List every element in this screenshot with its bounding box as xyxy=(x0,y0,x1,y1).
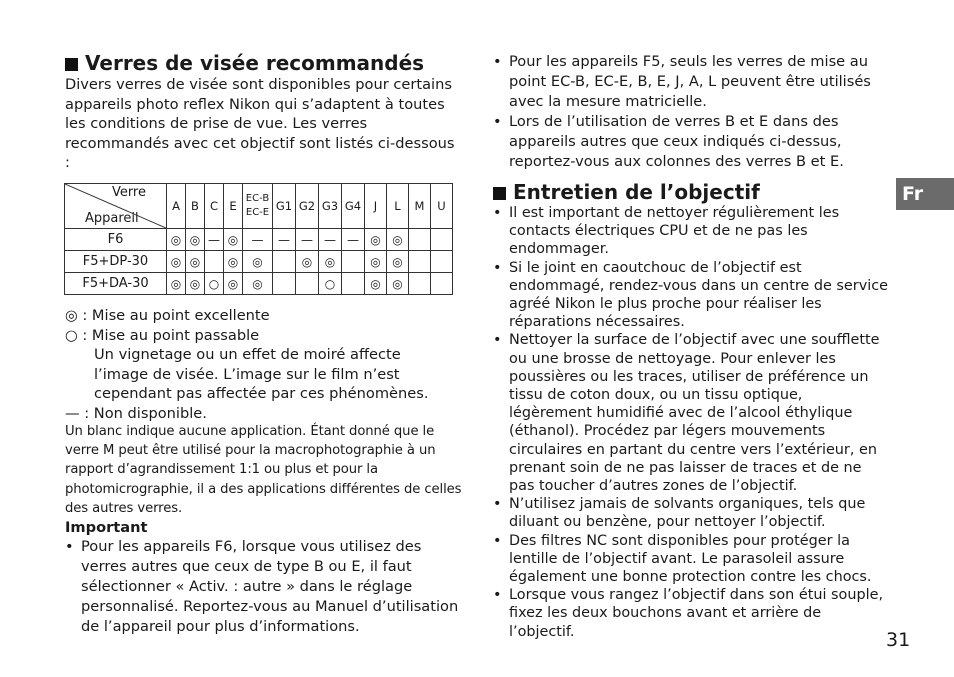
f5-notes-list xyxy=(493,52,888,172)
page-number: 31 xyxy=(886,629,911,651)
left-column xyxy=(65,51,465,173)
square-bullet-icon xyxy=(65,58,78,71)
blank-note: Un blanc indique aucune application. Étant donné que le verre M peut être utilisé pour la macrophotographie à un rapport d’agrandissement 1:1 ou plus et pour la photomicrographie, il a des applications différentes de celles des autres verres. xyxy=(65,424,462,516)
table-cell: ◎ xyxy=(296,251,319,273)
col-header: M xyxy=(409,184,431,229)
col-header: G2 xyxy=(296,184,319,229)
table-cell: ○ xyxy=(319,273,342,295)
table-cell: ◎ xyxy=(224,251,243,273)
col-header: J xyxy=(365,184,387,229)
table-cell: — xyxy=(342,229,365,251)
intro-paragraph: Divers verres de visée sont disponibles pour certains appareils photo reflex Nikon qui s’adaptent à toutes les conditions de prise de vue. Les verres recommandés avec cet objectif sont listés ci-dessous : xyxy=(65,76,455,171)
table-cell: — xyxy=(243,229,273,251)
table-cell xyxy=(273,273,296,295)
list-item: • Lorsque vous rangez l’objectif dans son étui souple, fixez les deux bouchons avant et arrière de l’objectif. xyxy=(493,586,888,641)
section-heading-screens: Verres de visée recommandés xyxy=(65,51,465,75)
legend xyxy=(65,306,465,423)
corner-top-label: Verre xyxy=(111,185,146,200)
table-cell: ◎ xyxy=(365,251,387,273)
table-cell: ◎ xyxy=(167,273,186,295)
square-bullet-icon xyxy=(493,187,506,200)
table-cell: ◎ xyxy=(243,251,273,273)
col-header: C xyxy=(205,184,224,229)
list-item: • Nettoyer la surface de l’objectif avec une soufflette ou une brosse de nettoyage. Pour enlever les poussières ou les traces, utiliser de préférence un tissu de coton doux, ou un tissu optique, légèrement humidifié avec de l’alcool éthylique (éthanol). Procédez par légers mouvements circulaires en partant du centre vers l’extérieur, en prenant soin de ne pas laisser de traces et de ne pas toucher d’autres zones de l’objectif. xyxy=(493,331,888,495)
important-label: Important xyxy=(65,519,148,537)
col-header: L xyxy=(387,184,409,229)
legend-passable-note: Un vignetage ou un effet de moiré affecte l’image de visée. L’image sur le film n’est cependant pas affectée par ces phénomènes. xyxy=(94,346,429,402)
table-cell: — xyxy=(205,229,224,251)
table-cell xyxy=(409,229,431,251)
table-cell: ◎ xyxy=(186,229,205,251)
col-header: B xyxy=(186,184,205,229)
important-list xyxy=(65,537,463,637)
table-cell xyxy=(431,273,453,295)
table-cell: ◎ xyxy=(224,229,243,251)
list-item: • Pour les appareils F5, seuls les verres de mise au point EC-B, EC-E, B, E, J, A, L peuvent être utilisés avec la mesure matricielle. xyxy=(493,52,888,112)
list-item: • Il est important de nettoyer régulièrement les contacts électriques CPU et de ne pas les endommager. xyxy=(493,204,888,259)
table-cell: ◎ xyxy=(224,273,243,295)
table-cell xyxy=(431,229,453,251)
section-heading-care: Entretien de l’objectif xyxy=(493,180,888,204)
list-item: • Si le joint en caoutchouc de l’objectif est endommagé, rendez-vous dans un centre de service agréé Nikon le plus proche pour réaliser les réparations nécessaires. xyxy=(493,259,888,332)
row-name: F6 xyxy=(65,229,167,251)
table-cell xyxy=(273,251,296,273)
col-header-ec: EC-B EC-E xyxy=(243,184,273,229)
table-cell: ◎ xyxy=(243,273,273,295)
row-name: F5+DA-30 xyxy=(65,273,167,295)
table-cell xyxy=(409,251,431,273)
table-cell: ○ xyxy=(205,273,224,295)
legend-excellent: ◎ : Mise au point excellente xyxy=(65,307,270,324)
language-tab: Fr xyxy=(896,178,954,210)
col-header: A xyxy=(167,184,186,229)
col-header: U xyxy=(431,184,453,229)
table-cell: ◎ xyxy=(186,273,205,295)
table-cell: ◎ xyxy=(186,251,205,273)
table-cell: ◎ xyxy=(365,229,387,251)
row-name: F5+DP-30 xyxy=(65,251,167,273)
table-cell: ◎ xyxy=(319,251,342,273)
screens-table xyxy=(64,183,453,295)
table-cell: ◎ xyxy=(387,273,409,295)
table-cell xyxy=(296,273,319,295)
list-item: • Pour les appareils F6, lorsque vous utilisez des verres autres que ceux de type B ou E, il faut sélectionner « Activ. : autre » dans le réglage personnalisé. Reportez-vous au Manuel d’utilisation de l’appareil pour plus d’informations. xyxy=(65,537,463,637)
table-corner xyxy=(65,184,167,229)
col-header: G1 xyxy=(273,184,296,229)
table-cell xyxy=(342,273,365,295)
table-row xyxy=(65,273,453,295)
table-cell: — xyxy=(296,229,319,251)
right-column xyxy=(493,52,888,641)
col-header: E xyxy=(224,184,243,229)
table-cell: ◎ xyxy=(167,229,186,251)
table-cell xyxy=(431,251,453,273)
table-cell xyxy=(205,251,224,273)
col-header: G3 xyxy=(319,184,342,229)
table-cell: ◎ xyxy=(167,251,186,273)
list-item: • Lors de l’utilisation de verres B et E dans des appareils autres que ceux indiqués ci-dessus, reportez-vous aux colonnes des verres B et E. xyxy=(493,112,888,172)
col-header: G4 xyxy=(342,184,365,229)
table-cell: ◎ xyxy=(387,229,409,251)
table-cell: — xyxy=(319,229,342,251)
left-notes xyxy=(65,422,463,637)
table-cell: — xyxy=(273,229,296,251)
table-cell xyxy=(409,273,431,295)
table-row xyxy=(65,229,453,251)
table-cell xyxy=(342,251,365,273)
legend-unavailable: — : Non disponible. xyxy=(65,404,207,422)
table-cell: ◎ xyxy=(365,273,387,295)
table-row xyxy=(65,251,453,273)
list-item: • Des filtres NC sont disponibles pour protéger la lentille de l’objectif avant. Le parasoleil assure également une bonne protection contre les chocs. xyxy=(493,532,888,587)
care-list xyxy=(493,204,888,641)
corner-bottom-label: Appareil xyxy=(85,211,139,226)
legend-passable: ○ : Mise au point passable xyxy=(65,326,260,344)
table-cell: ◎ xyxy=(387,251,409,273)
list-item: • N’utilisez jamais de solvants organiques, tels que diluant ou benzène, pour nettoyer l’objectif. xyxy=(493,495,888,531)
